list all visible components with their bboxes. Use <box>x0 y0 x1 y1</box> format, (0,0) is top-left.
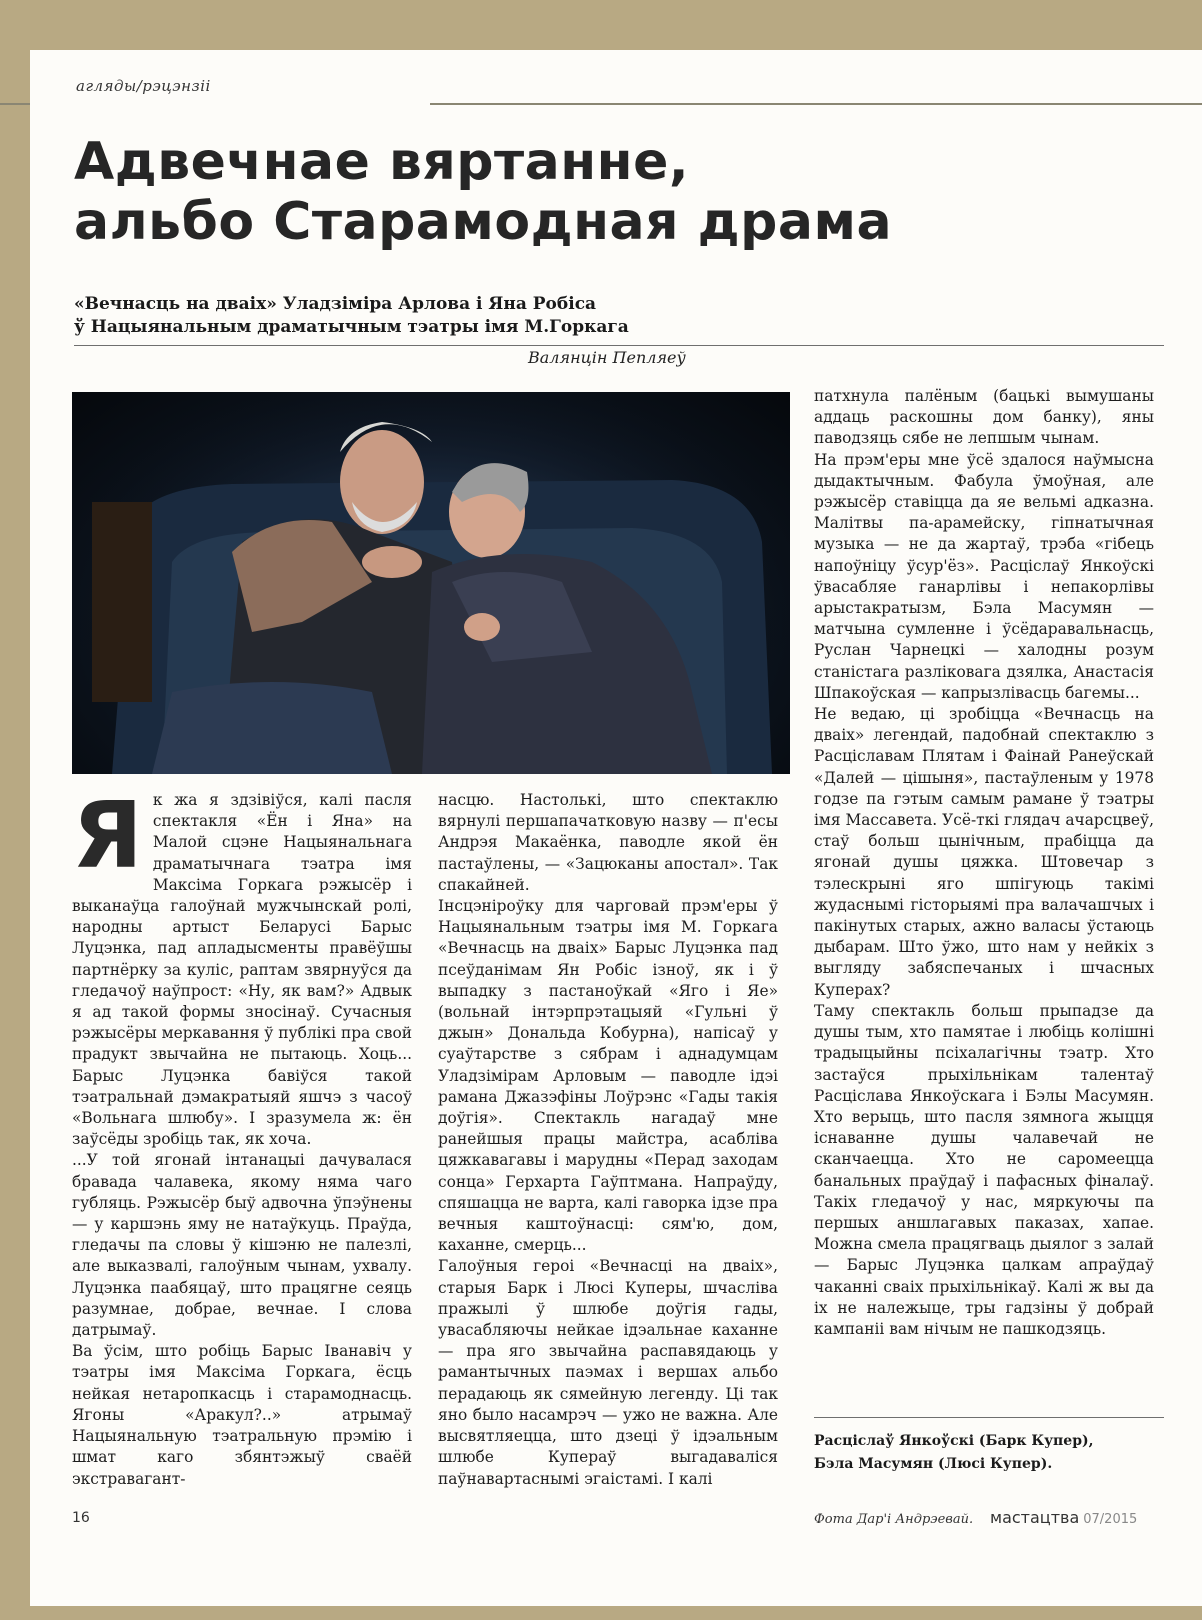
magazine-name: мастацтва <box>990 1508 1080 1527</box>
title-line-2: альбо Старамодная драма <box>74 192 893 252</box>
photo-illustration <box>72 392 790 774</box>
paragraph: Галоўныя героі «Вечнасці на дваіх», старыя Барк і Люсі Куперы, шчасліва пражылі ў шлюбе доўгія гады, увасабляючы нейкае ідэальнае каханне — пра яго звычайна распавядаюць у рамантычных паэмах і вершах альбо перадаюць як сямейную легенду. Ці так яно было насамрэч — ужо не важна. Але высвятляецца, што дзеці ў ідэальным шлюбе Купераў выгадаваліся паўнавартаснымі эгаістамі. І калі <box>438 1257 778 1488</box>
article-column-3 <box>814 386 1154 1340</box>
article-title <box>74 132 1154 252</box>
magazine-footer <box>990 1508 1137 1527</box>
paragraph: Таму спектакль больш прыпадзе да душы тым, хто памятае і любіць колішні традыцыйны псіхалагічны тэатр. Хто застаўся прыхільнікам талентаў Расціслава Янкоўскага і Бэлы Масумян. Хто верыць, што пасля зямнога жыцця існаванне душы чалавечай не сканчаецца. Хто не саромеецца банальных праўдаў і пафасных фіналаў. Такіх гледачоў у нас, мяркуючы па першых аншлагавых паказах, хапае. Можна смела працягваць дыялог з залай — Барыс Луцэнка цалкам апраўдаў чаканні сваіх прыхільнікаў. Калі ж вы да іх не належыце, тры гадзіны ў добрай кампаніі вам нічым не пашкодзяць. <box>814 1001 1154 1338</box>
section-category: агляды/рэцэнзіі <box>76 77 211 95</box>
author-rule <box>74 345 1164 346</box>
paragraph: к жа я здзівіўся, калі пасля спектакля «Ён і Яна» на Малой сцэне Нацыянальнага драматычнага тэатра імя Максіма Горкага рэжысёр і выканаўца галоўнай мужчынскай ролі, народны артыст Беларусі Барыс Луцэнка, пад апладысменты правёўшы партнёрку за куліс, раптам звярнуўся да гледачоў наўпрост: «Ну, як вам?» Адвык я ад такой формы зносінаў. Сучасныя рэжысёры меркавання ў публікі пра свой прадукт звычайна не пытаюць. Хоць... Барыс Луцэнка бавіўся такой тэатральнай дэмакратыяй яшчэ з часоў «Вольнага шлюбу». І зразумела ж: ён заўсёды зробіць так, як хоча. <box>72 791 412 1149</box>
paragraph: Ва ўсім, што робіць Барыс Іванавіч у тэатры імя Максіма Горкага, ёсць нейкая нетаропкасць і старамоднасць. Ягоны «Аракул?..» атрымаў Нацыянальную тэатральную прэмію і шмат каго збянтэжыў сваёй экстравагант- <box>72 1342 412 1488</box>
paragraph: патхнула палёным (бацькі вымушаны аддаць раскошны дом банку), яны паводзяць сябе не лепшым чынам. <box>814 387 1154 448</box>
photo-credit: Фота Дар'і Андрэевай. <box>814 1512 974 1527</box>
caption-rule <box>814 1417 1164 1418</box>
paragraph: Інсцэніроўку для чарговай прэм'еры ў Нацыянальным тэатры імя М. Горкага «Вечнасць на дваіх» Барыс Луцэнка пад псеўданімам Ян Робіс ізноў, як і ў выпадку з пастаноўкай «Яго і Яе» (вольнай інтэрпрэтацыяй «Гульні ў джын» Дональда Кобурна), напісаў у суаўтарстве з сябрам і аднадумцам Уладзімірам Арловым — паводле ідэі рамана Джазэфіны Лоўрэнс «Гады такія доўгія». Спектакль нагадаў мне ранейшыя працы майстра, асабліва цяжкавагавы і марудны «Перад заходам сонца» Герхарта Гаўптмана. Напраўду, спяшацца не варта, калі гаворка ідзе пра вечныя каштоўнасці: сям'ю, дом, каханне, смерць... <box>438 897 778 1255</box>
article-subtitle <box>74 293 1154 339</box>
title-line-1: Адвечнае вяртанне, <box>74 132 690 192</box>
stage-photo <box>72 392 790 774</box>
subtitle-line-2: ў Нацыянальным драматычным тэатры імя М.Горкага <box>74 317 629 337</box>
caption-line-1: Расціслаў Янкоўскі (Барк Купер), <box>814 1433 1094 1449</box>
article-author: Валянцін Пепляеў <box>528 348 686 367</box>
page-number: 16 <box>72 1510 90 1526</box>
photo-caption <box>814 1430 1164 1476</box>
paragraph: ...У той ягонай інтанацыі дачувалася бравада чалавека, якому няма чаго губляць. Рэжысёр быў адвочна ўпэўнены — у каршэнь яму не натаўкуць. Праўда, гледачы па словы ў кішэню не палезлі, але выказвалі, галоўным чынам, ухвалу. Луцэнка паабяцаў, што працягне сеяць разумнае, добрае, вечнае. І слова датрымаў. <box>72 1151 412 1340</box>
drop-cap: Я <box>72 782 143 889</box>
article-column-1 <box>72 782 412 1490</box>
paragraph: насцю. Настолькі, што спектаклю вярнулі першапачатковую назву — п'есы Андрэя Макаёнка, паводле якой ён пастаўлены, — «Зацюканы апостал». Так спакайней. <box>438 791 778 894</box>
caption-line-2: Бэла Масумян (Люсі Купер). <box>814 1456 1053 1472</box>
paragraph: На прэм'еры мне ўсё здалося наўмысна дыдактычным. Фабула ўмоўная, але рэжысёр ставіцца да яе вельмі адказна. Малітвы па-арамейску, гіпнатычная музыка — не да жартаў, трэба «гібець напоўніцу ўсур'ёз». Расціслаў Янкоўскі ўвасабляе ганарлівы і непакорлівы арыстакратызм, Бэла Масумян — матчына сумленне і ўсёдаравальнасць, Руслан Чарнецкі — халодны розум станістага разліковага дзялка, Анастасія Шпакоўская — капрызлівасць багемы... <box>814 450 1154 702</box>
issue-number: 07/2015 <box>1083 1512 1138 1527</box>
subtitle-line-1: «Вечнасць на дваіх» Уладзіміра Арлова і Яна Робіса <box>74 294 597 314</box>
paragraph: Не ведаю, ці зробіцца «Вечнасць на дваіх» легендай, падобнай спектаклю з Расціславам Плятам і Фаінай Ранеўскай «Далей — цішыня», пастаўленым у 1978 годзе па гэтым самым рамане ў тэатры імя Массавета. Усё-ткі глядач ачарсцвеў, стаў больш цынічным, прабіцца да ягонай душы цяжка. Штовечар з тэлескрыні яго шпігуюць такімі жудаснымі гісторыямі пра валачашчых і пакінутых старых, ажно валасы ўстаюць дыбарам. Што ўжо, што нам у нейкіх з выгляду забяспечаных і шчасных Куперах? <box>814 705 1154 999</box>
article-column-2 <box>438 790 778 1490</box>
